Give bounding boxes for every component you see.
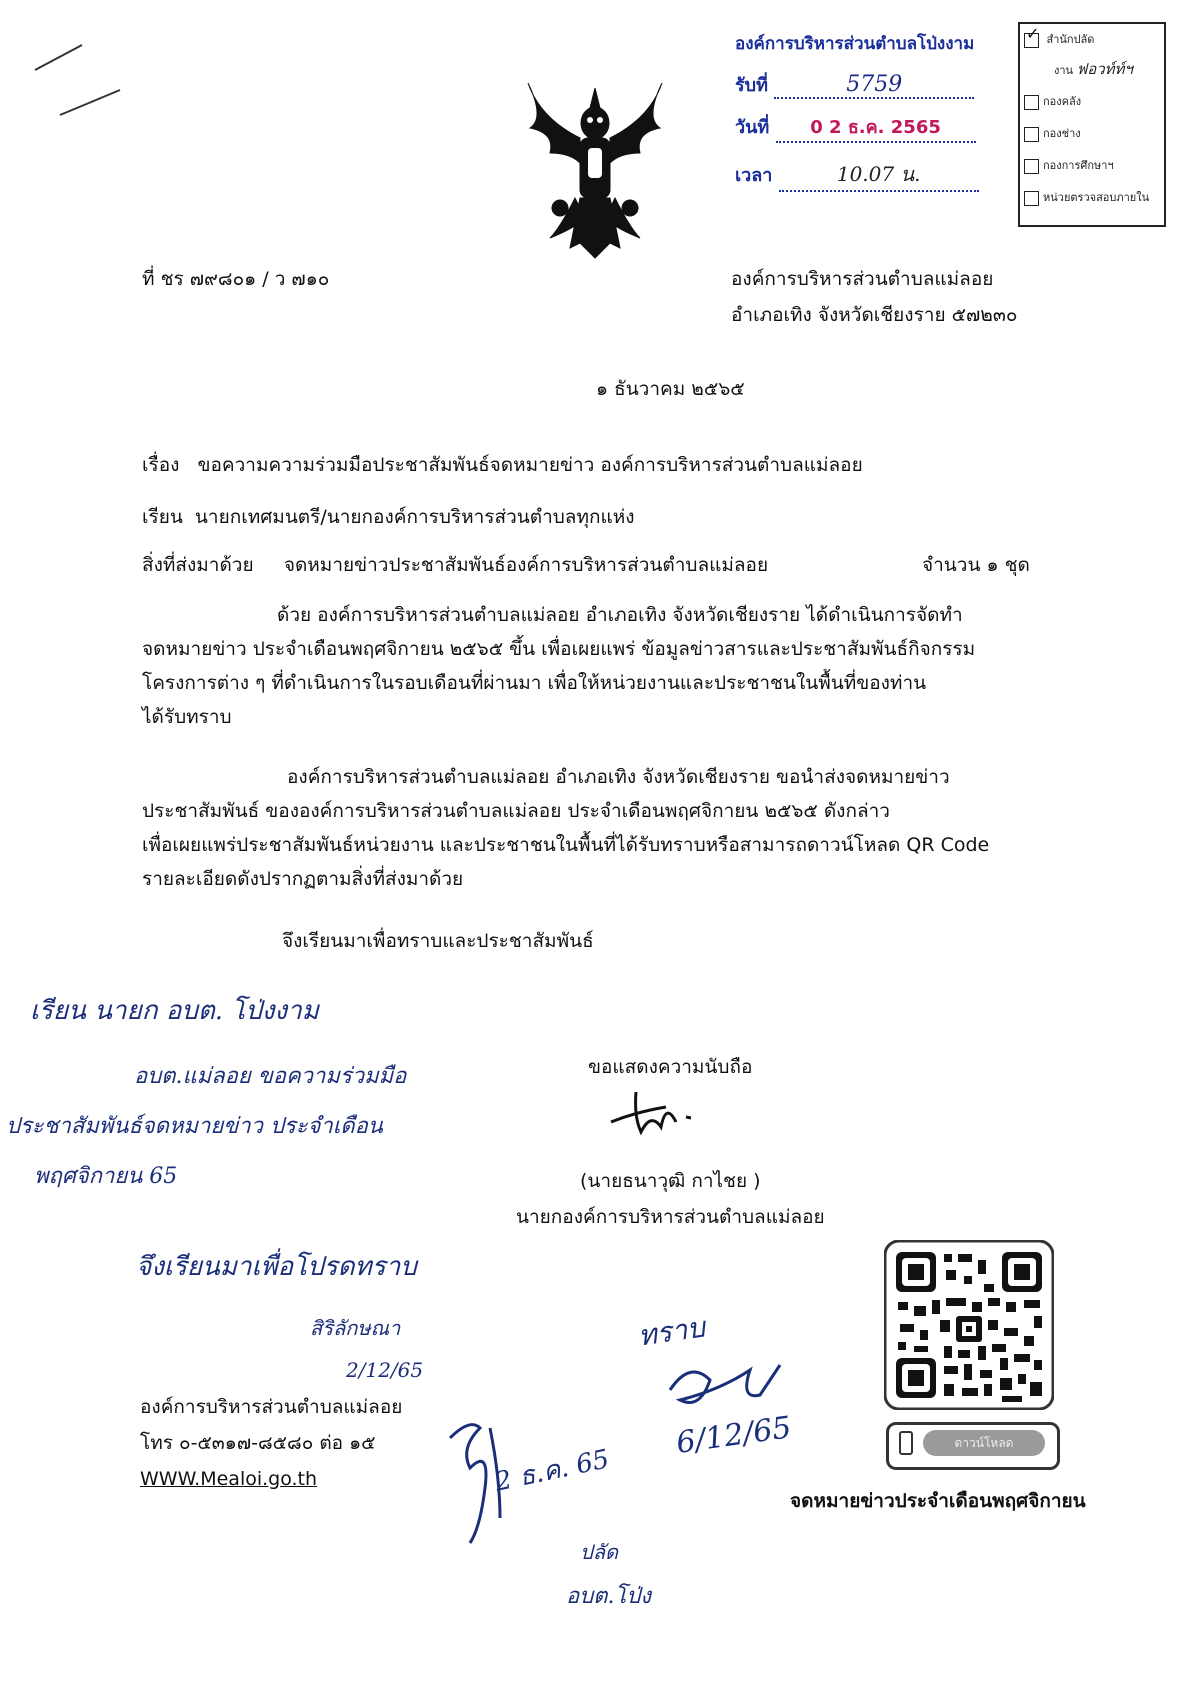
corner-marks (30, 40, 130, 120)
paragraph-1 (142, 598, 1062, 734)
receipt-date-label: วันที่ (735, 117, 770, 138)
subject: ขอความความร่วมมือประชาสัมพันธ์จดหมายข่าว องค์การบริหารส่วนตำบลแม่ลอย (197, 454, 863, 476)
receipt-number: 5759 (846, 72, 903, 97)
enclosure-qty: จำนวน ๑ ชุด (922, 554, 1030, 576)
receipt-time: 10.07 น. (836, 162, 921, 186)
closing-line: จึงเรียนมาเพื่อทราบและประชาสัมพันธ์ (282, 930, 594, 952)
handwritten-note-8: ทราบ (635, 1310, 707, 1353)
sender-org: องค์การบริหารส่วนตำบลแม่ลอย (731, 268, 994, 290)
paragraph-line: ประชาสัมพันธ์ ขององค์การบริหารส่วนตำบลแม่ลอย ประจำเดือนพฤศจิกายน ๒๕๖๕ ดังกล่าว (142, 800, 890, 822)
download-button-pill: ดาวน์โหลด (923, 1430, 1045, 1456)
qr-code[interactable] (884, 1240, 1054, 1410)
paragraph-line: เพื่อเผยแพร่ประชาสัมพันธ์หน่วยงาน และประชาชนในพื้นที่ได้รับทราบหรือสามารถดาวน์โหลด QR Code (142, 834, 990, 856)
phone-icon (899, 1431, 913, 1455)
enclosure: จดหมายข่าวประชาสัมพันธ์องค์การบริหารส่วนตำบลแม่ลอย (283, 554, 769, 576)
footer-org: องค์การบริหารส่วนตำบลแม่ลอย (140, 1396, 403, 1418)
handwritten-note-9: 6/12/65 (674, 1410, 794, 1461)
receipt-number-label: รับที่ (735, 75, 768, 96)
garuda-emblem (520, 78, 670, 263)
enclosure-row (142, 548, 1062, 582)
sender-address: อำเภอเทิง จังหวัดเชียงราย ๕๗๒๓๐ (731, 304, 1018, 326)
qr-caption: จดหมายข่าวประจำเดือนพฤศจิกายน (790, 1490, 1086, 1512)
checkbox-checked[interactable]: ✓ (1024, 33, 1039, 48)
routing-box (1018, 22, 1166, 227)
receipt-date-row (735, 112, 976, 143)
paragraph-2 (142, 760, 1062, 896)
subject-row (142, 448, 863, 482)
signature (606, 1082, 726, 1142)
handwritten-signature-2 (660, 1350, 790, 1430)
paragraph-line: ด้วย องค์การบริหารส่วนตำบลแม่ลอย อำเภอเทิง จังหวัดเชียงราย ได้ดำเนินการจัดทำ (277, 604, 963, 626)
paragraph-line: ได้รับทราบ (142, 706, 232, 728)
handwritten-note-2: อบต.แม่ลอย ขอความร่วมมือ (134, 1064, 407, 1089)
subject-label: เรื่อง (142, 454, 180, 476)
handwritten-note-6: สิริลักษณา (310, 1316, 401, 1340)
routing-work-row: งาน ฟอวท์ท์ฯ (1054, 60, 1133, 78)
letter-date: ๑ ธันวาคม ๒๕๖๕ (596, 378, 745, 400)
to-row (142, 500, 635, 534)
paragraph-line: จดหมายข่าว ประจำเดือนพฤศจิกายน ๒๕๖๕ ขึ้น เพื่อเผยแพร่ ข้อมูลข่าวสารและประชาสัมพันธ์กิจกรรม (142, 638, 976, 660)
download-button[interactable] (886, 1422, 1060, 1470)
receipt-stamp-org: องค์การบริหารส่วนตำบลโป่งงาม (735, 34, 975, 54)
handwritten-note-1: เรียน นายก อบต. โป่งงาม (30, 996, 319, 1026)
receipt-time-row (735, 158, 979, 192)
checkbox[interactable] (1024, 159, 1039, 174)
handwritten-note-3: ประชาสัมพันธ์จดหมายข่าว ประจำเดือน (6, 1114, 383, 1139)
checkbox[interactable] (1024, 127, 1039, 142)
to-label: เรียน (142, 506, 183, 528)
receipt-time-label: เวลา (735, 165, 773, 186)
paragraph-line: องค์การบริหารส่วนตำบลแม่ลอย อำเภอเทิง จังหวัดเชียงราย ขอนำส่งจดหมายข่าว (287, 766, 950, 788)
routing-work-value: ฟอวท์ท์ฯ (1076, 60, 1133, 78)
checkbox[interactable] (1024, 191, 1039, 206)
handwritten-signature-1 (430, 1408, 550, 1548)
routing-item[interactable]: ✓ สำนักปลัด (1026, 23, 1095, 46)
signer-name: (นายธนาวุฒิ กาไชย ) (580, 1170, 761, 1192)
handwritten-note-5: จึงเรียนมาเพื่อโปรดทราบ (136, 1252, 417, 1282)
receipt-date: 0 2 ธ.ค. 2565 (810, 117, 941, 138)
checkbox[interactable] (1024, 95, 1039, 110)
handwritten-note-12: อบต.โป่ง (566, 1584, 651, 1609)
handwritten-note-11: ปลัด (580, 1540, 618, 1564)
regards: ขอแสดงความนับถือ (588, 1056, 753, 1078)
paragraph-line: โครงการต่าง ๆ ที่ดำเนินการในรอบเดือนที่ผ่านมา เพื่อให้หน่วยงานและประชาชนในพื้นที่ของท่าน (142, 672, 927, 694)
routing-item[interactable]: กองช่าง (1024, 118, 1160, 150)
recipient: นายกเทศมนตรี/นายกองค์การบริหารส่วนตำบลทุกแห่ง (194, 506, 635, 528)
handwritten-note-4: พฤศจิกายน 65 (34, 1164, 178, 1189)
handwritten-note-10: 2 ธ.ค. 65 (492, 1444, 612, 1498)
routing-item[interactable]: กองคลัง (1024, 86, 1160, 118)
routing-item[interactable]: หน่วยตรวจสอบภายใน (1024, 182, 1160, 214)
footer-phone: โทร ๐-๕๓๑๗-๘๕๘๐ ต่อ ๑๕ (140, 1432, 376, 1454)
handwritten-note-7: 2/12/65 (346, 1358, 424, 1382)
signer-title: นายกองค์การบริหารส่วนตำบลแม่ลอย (516, 1206, 825, 1228)
enclosure-label: สิ่งที่ส่งมาด้วย (142, 554, 254, 576)
footer-website[interactable]: WWW.Mealoi.go.th (140, 1468, 318, 1490)
routing-item[interactable]: กองการศึกษาฯ (1024, 150, 1160, 182)
paragraph-line: รายละเอียดดังปรากฏตามสิ่งที่ส่งมาด้วย (142, 868, 464, 890)
reference-number: ที่ ชร ๗๙๘๐๑ / ว ๗๑๐ (142, 268, 330, 290)
receipt-number-row (735, 70, 974, 99)
